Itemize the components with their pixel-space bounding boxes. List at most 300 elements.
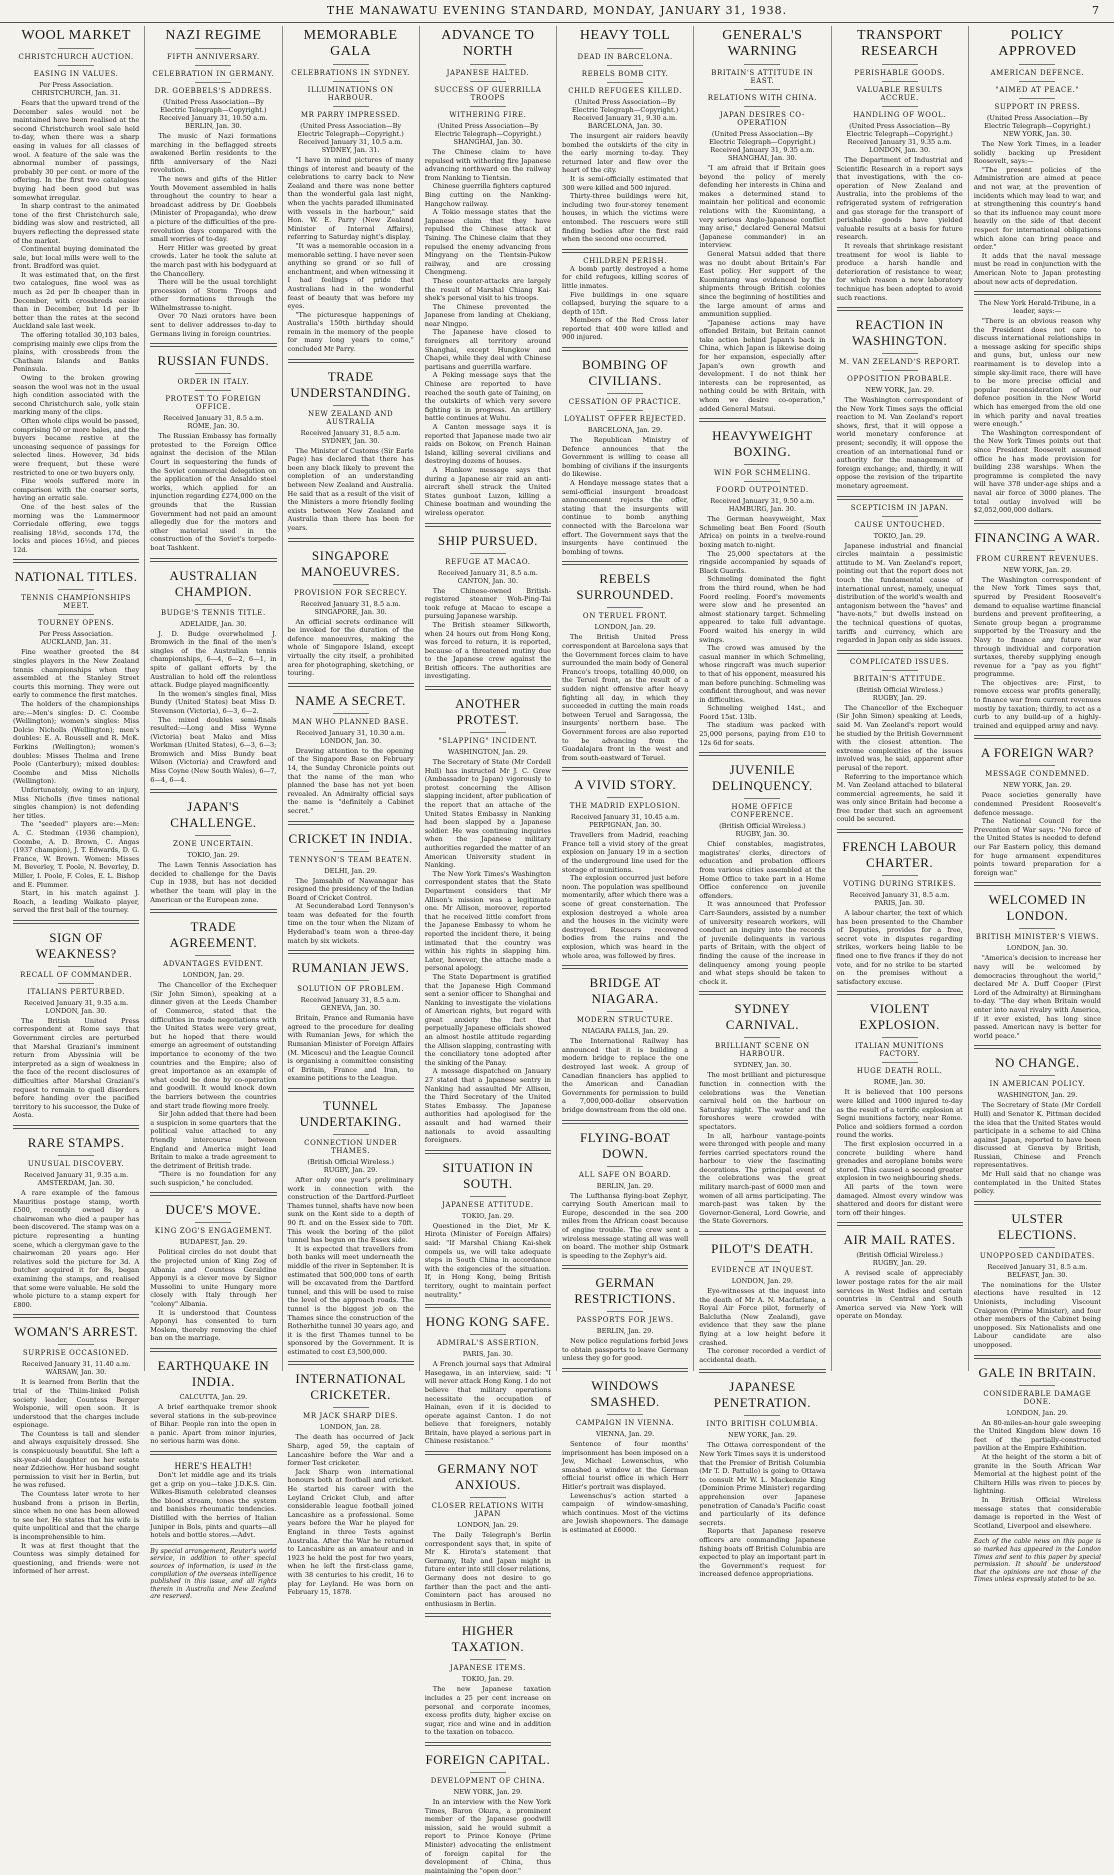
column-rule <box>974 882 1101 886</box>
paragraph: "I have in mind pictures of many things of interest and beauty of the celebrations to carry back to New Zealand and there was none better than the wonderful gala last night, when the yachts paraded illuminated with vessels in the harbour," said Hon. W. E. Parry (New Zealand Minister of Internal Affairs), referring to Saturday night's display. <box>287 156 414 242</box>
news-story <box>837 307 963 491</box>
headline: FINANCING A WAR. <box>974 529 1101 545</box>
subheading: MAN WHO PLANNED BASE. <box>292 717 409 726</box>
story-body <box>13 648 139 914</box>
column-rule <box>974 1355 1101 1359</box>
paragraph: The insurgent air raiders heavily bombed the outskirts of the city in the early morning to-day. They returned later and flew over the heart of the city. <box>562 132 689 175</box>
story-body <box>974 317 1101 515</box>
paragraph: The death has occurred of Jack Sharp, aged 59, the captain of Lancashire before the War and a former Test cricketer. <box>287 1433 414 1468</box>
dateline: (United Press Association—By Electric Telegraph—Copyright.) NEW YORK, Jan. 30. <box>984 114 1091 138</box>
dateline: NEW YORK, Jan. 29. <box>865 386 935 395</box>
paragraph: The New York Times, in a leader solidly backing up President Roosevelt, says:— <box>973 140 1101 166</box>
dateline: The New York Herald-Tribune, in a leader, says:— <box>978 299 1096 316</box>
divider <box>195 1222 231 1223</box>
news-story <box>974 1355 1101 1531</box>
subheading: ADMIRAL'S ASSERTION. <box>436 1339 540 1348</box>
subheading: JAPANESE ITEMS. <box>449 1664 526 1673</box>
news-story <box>974 735 1101 877</box>
headline: PILOT'S DEATH. <box>711 1241 814 1257</box>
dateline: NIAGARA FALLS, Jan. 29. <box>581 1027 669 1036</box>
divider <box>58 614 94 615</box>
subheading: ZONE UNCERTAIN. <box>173 840 254 849</box>
story-body <box>562 1337 688 1363</box>
headline: JUVENILE DELINQUENCY. <box>712 762 813 794</box>
story-body <box>699 1441 825 1579</box>
paragraph: The Countess is tall and slender and always exquisitely dressed. She is conspicuously beautiful. She left a six-year-old daughter on her estate near Zdziechow. Her husband sought permission to visit her in Berlin, but he was refused. <box>13 1429 140 1490</box>
dateline: Received January 31, 9.50 a.m. HAMBURG, Jan. 30. <box>710 497 815 514</box>
column-rule <box>425 523 551 527</box>
subheading: WITHERING FIRE. <box>449 111 527 119</box>
story-body <box>425 1685 551 1737</box>
divider <box>58 983 94 984</box>
paragraph: The Department of Industrial and Scientific Research in a report says that investigations, with the co-operation of New Zealand and Australia, into the problems of the refrigerated system of refrigeration and gas storage for the transport of perishable goods have yielded valuable results at a basis for future research. <box>836 156 963 242</box>
news-story <box>562 347 688 556</box>
column <box>694 26 831 1579</box>
news-story <box>288 950 414 1083</box>
paragraph: "I am afraid that if Britain goes beyond the policy of merely defending her interests in China and makes a determined stand to maintain her political and economic relations with the Kuomintang, a very serious Anglo-Japanese conflict may arise," declared General Matsui (Japanese commander) in an interview. <box>699 164 826 250</box>
headline: NAZI REGIME <box>165 28 262 43</box>
divider <box>882 1037 918 1038</box>
paragraph: One of the best sales of the morning was the Lammermoor Corriedale offering, ewe toggs realising 18½d, seconds 17d, the locks and pieces 16½d, and pieces 12d. <box>13 502 140 554</box>
dateline: PARIS, Jan. 30. <box>462 1350 513 1359</box>
story-body <box>150 1248 276 1343</box>
paragraph: Don't let middle age and its trials get a grip on you—take J.D.K.S. Gin. Wilkes-Bismuth celebrated cleanses the blood stream, tones the system and banishes rheumatic tendencies. Distilled with the berries of Italian Juniper in Bols, pints and quarts—all hotels and bottle stores.—Advt. <box>150 1470 277 1540</box>
divider <box>195 835 231 836</box>
subheading: CESSATION OF PRACTICE. <box>568 398 682 407</box>
dateline: NEW YORK, Jan. 29. <box>453 1787 523 1796</box>
news-story <box>974 291 1101 515</box>
subheading: M. VAN ZEELAND'S REPORT. <box>838 358 961 367</box>
subheading: UNOPPOSED CANDIDATES. <box>979 1251 1095 1260</box>
dateline: TOKIO, Jan. 29. <box>461 1211 514 1220</box>
paragraph: Questioned in the Diet, Mr K. Hirota (Minister of Foreign Affairs) said: "If Marshal Chiang Kai-shek compels us, we will take adequate steps in South China in accordance with the exigencies of the situation. If, in Hong Kong, being British territory, ought to maintain perfect neutrality." <box>424 1221 551 1299</box>
column-rule <box>425 1742 551 1746</box>
column-rule <box>974 291 1101 295</box>
news-story <box>425 686 551 1145</box>
headline: GERMAN RESTRICTIONS. <box>574 1275 676 1307</box>
paragraph: There will be the usual torchlight procession of Storm Troops and other formations through the Wilhelmstrasse to-night. <box>150 278 277 312</box>
story-body <box>288 747 414 816</box>
paragraph: The "seeded" players are:—Men: A. C. Stedman (1936 champion), Coombe, A. D. Brown, C. Angas (1937 champion), J. T. Edwards, D. G. France, W. Brown. Women: Misses M. Beverley, T. Poole, N. Beverley, D. Miller, I. Poole, F. Coles, E. L. Bishop and E. Plummer. <box>13 820 140 889</box>
paragraph: The Japanese have closed to foreigners all territory around Shanghai, except Hungkow and Chapei, while they deal with Chinese partisans and guerrilla warfare. <box>424 328 551 371</box>
paragraph: A French journal says that Admiral Hasegawa, in an interview, said: "I will never attack Hong Kong. I do not believe that military operations necessitate the occupation of Hainan, even if it is decided to operate against Canton. I do not believe that foreigners, notably Britain, have played a serious part in Chinese resistance." <box>424 1360 551 1446</box>
column-rule <box>699 1369 825 1373</box>
divider <box>333 81 369 82</box>
news-story <box>562 26 688 244</box>
paragraph: The New York Times's Washington correspondent states that the State Department considers that Mr Allison's mission was a legitimate one. Mr Allison, moreover, reported that he received little comfort from the Japanese Embassy to whom he reported the incident there, it being intimated that the country was within his rights in slapping him. Later, however, the attache made a personal apology. <box>424 869 551 973</box>
dateline: (British Official Wireless.) RUGBY, Jan. 29. <box>856 1251 943 1268</box>
headline: A FOREIGN WAR? <box>980 745 1094 761</box>
divider <box>195 82 231 83</box>
subheading: SCEPTICISM IN JAPAN. <box>850 503 949 512</box>
dateline: (United Press Association—By Electric Telegraph—Copyright.) SHANGHAI, Jan. 30. <box>434 122 542 146</box>
news-story <box>562 561 688 762</box>
paragraph: The Countess later wrote to her husband from a prison in Berlin, since when no one has been allowed to see her. He states that his wife is quite unpolitical and that the charge is incomprehensible to him. <box>13 1490 140 1541</box>
column-rule <box>562 249 688 253</box>
news-story <box>150 909 276 1187</box>
news-story <box>562 1265 688 1363</box>
news-story <box>562 965 688 1114</box>
subheading: ITALIAN MUNITIONS FACTORY. <box>855 1042 945 1059</box>
news-story <box>837 829 963 986</box>
divider <box>470 64 506 65</box>
dateline: (United Press Association—By Electric Telegraph—Copyright.) Received January 31, 9.35 a.m. LONDON, Jan. 30. <box>846 122 953 154</box>
paragraph: The 25,000 spectators at the ringside accompanied by squads of Black Guards. <box>699 549 826 575</box>
paragraph: "Japanese actions may have offended Britain, but Britain cannot take action behind Japan's back in China, which Japan is likewise doing for her expansion, especially after Japan's own growth and development. I do not think her interests can be represented, as nothing could be with Britain, with whom we desire co-operation," added General Matsui. <box>699 318 826 413</box>
paragraph: It is believed that 100 persons were killed and 1000 injured to-day as the result of a terrific explosion at Segni munitions factory, near Rome. Police and soldiers formed a cordon round the works. <box>836 1088 963 1140</box>
news-story <box>974 1201 1101 1350</box>
paragraph: The news and gifts of the Hitler Youth Movement assembled in halls throughout the country to hear a broadcast address by Dr. Goebbels (Minister of Propaganda), who drew a picture of the difficulties of the pre-revolution days compared with the small worries of to-day. <box>150 174 277 244</box>
news-story <box>150 1192 276 1343</box>
news-story <box>837 1222 963 1321</box>
paragraph: It adds that the naval message must be read in conjunction with the American Note to Japan protesting about new acts of depredation. <box>973 251 1101 286</box>
divider <box>1019 64 1055 65</box>
column <box>557 26 694 1534</box>
headline: HEAVYWEIGHT BOXING. <box>712 428 813 460</box>
subheading: BRITAIN'S ATTITUDE. <box>853 674 946 683</box>
paragraph: A Peking message says that the Chinese are reported to have reached the south gate of Taining, on the outskirts of which very severe fighting is in progress. An artillery battle continues at Wuhu. <box>424 371 551 423</box>
news-story <box>425 1150 551 1299</box>
story-body <box>288 877 414 946</box>
dateline: BARCELONA, Jan. 29. <box>587 426 663 435</box>
divider <box>333 851 369 852</box>
news-story <box>425 1613 551 1737</box>
story-body <box>699 840 825 986</box>
dateline: Per Press Association. CHRISTCHURCH, Jan. 31. <box>31 81 121 97</box>
column-rule <box>562 561 688 565</box>
paragraph: Over 70 Nazi orators have been sent to deliver addresses to-day to Germans living in foreign countries. <box>150 312 277 338</box>
subheading: FROM CURRENT REVENUES. <box>975 554 1099 563</box>
paragraph: Often whole clips would be passed, comprising 50 or more bales, and the buyers became restive at the unceasing sequence of passings for selected lines. However, 3d bids were frequent, but these were restricted to one or two buyers only. <box>13 416 140 477</box>
column-rule <box>13 920 139 924</box>
news-story <box>425 1742 551 1875</box>
story-body <box>288 1014 414 1083</box>
news-story <box>13 1314 139 1576</box>
column-rule <box>150 909 276 913</box>
news-story <box>288 538 414 678</box>
paragraph: In British Official Wireless message states that considerable damage is reported in the West of Scotland, Liverpool and elsewhere. <box>973 1495 1101 1530</box>
story-body <box>288 1176 414 1356</box>
paragraph: The Chinese prevented the Japanese from landing at Chekiang, near Ningpo. <box>424 302 551 328</box>
dateline: (United Press Association—By Electric Telegraph—Copyright.) Received January 31, 9.30 a.m. BARCELONA, Jan. 30. <box>571 98 679 130</box>
subheading: HANDLING OF WOOL. <box>853 111 947 119</box>
dateline: Received January 31, 8.5 a.m. ROME, Jan. 30. <box>163 414 264 431</box>
subheading: SUPPORT IN PRESS. <box>994 103 1081 111</box>
story-body <box>974 576 1101 731</box>
paragraph: A bomb partly destroyed a home for child refugees, killing scores of little inmates. <box>562 264 689 290</box>
news-story <box>837 496 963 645</box>
story-body <box>562 1192 688 1261</box>
news-story <box>13 1125 139 1309</box>
paragraph: Reports that Japanese reserve officers are commanding Japanese fishing boats off British Columbia are expected to play an important part in the Government's request for increased defence appropriations. <box>699 1527 826 1579</box>
paragraph: Fine weather greeted the 84 singles players in the New Zealand tennis championships when they assembled at the Stanley Street courts this morning. They were out early to commence the first matches. <box>13 648 140 700</box>
paragraph: The Lufthansa flying-boat Zephyr, carrying South American mail to Europe, descended in the sea 200 miles from the African coast because of engine trouble. The crew sent a wireless message stating all was well on board. The mother ship Ostmark is speeding to the Zephyr's aid. <box>562 1191 689 1260</box>
paragraph: Sir John added that there had been a suspicion in some quarters that the political value attached to any friendly intercourse between England and America might lead Britain to make a trade agreement to the detriment of British trade. <box>150 1110 277 1170</box>
news-story <box>562 1120 688 1261</box>
paragraph: Travellers from Madrid, reaching France tell a vivid story of the great explosion on January 19 in a section of the underground line used for the storage of munitions. <box>562 831 689 874</box>
column-rule <box>288 538 414 542</box>
headline: SYDNEY CARNIVAL. <box>725 1001 799 1033</box>
story-body <box>837 542 963 645</box>
headline: FRENCH LABOUR CHARTER. <box>842 839 957 871</box>
paragraph: A Hendaye message states that a semi-official insurgent broadcast announcement rejects the offer, stating that the insurgents will continue to bomb anything connected with the Barcelona war effort. The Government says that the insurgents have continued the bombing of towns. <box>562 479 689 556</box>
column <box>145 26 282 1601</box>
subheading: PASSPORTS FOR JEWS. <box>576 1316 674 1325</box>
headline: WOOL MARKET <box>21 28 131 43</box>
paragraph: "There is no foundation for any such suspicion," he concluded. <box>150 1170 277 1187</box>
dateline: DELHI, Jan. 29. <box>324 866 377 875</box>
story-body <box>150 981 276 1187</box>
column-rule <box>425 1613 551 1617</box>
paragraph: It is semi-officially estimated that 300 were killed and 500 injured. <box>562 174 689 192</box>
news-story <box>425 1304 551 1446</box>
paragraph: The Washington correspondent of the New York Times says that, spurred by President Roosevelt's demand to equalise wartime financial burdens and prevent profiteering, a Senate group began a programme supported by the Treasury and the Navy to finance any future war through individual and corporation surtaxes, thereby supplying enough revenue for a "pay as you fight" programme. <box>973 575 1101 679</box>
headline: REACTION IN WASHINGTON. <box>852 317 948 349</box>
story-body <box>837 909 963 986</box>
paragraph: The Secretary of State (Mr Cordell Hull) and Senator K. Pittman decided the idea that the United States would participate in a scheme to aid China against Japan, reported to have been discussed at Geneva by British, Russian, Chinese and French representatives. <box>973 1101 1101 1170</box>
paragraph: The Jamsahib of Nawanagar has resigned the presidency of the Indian Board of Cricket Control. <box>287 876 414 902</box>
column-rule <box>974 735 1101 739</box>
paragraph: A rare example of the famous Mauritius postage stamp, worth £500, recently owned by a chairwoman who died a pauper has been discovered. The stamp was on a picture representing a hunting scene, which a clergyman gave to the chairwoman 20 years ago. Her relatives sold the picture for 3d. A butcher acquired it for 8s, began examining the stamps, and realised that some were valuable. He sold the whole picture to a stamp expert for £800. <box>13 1189 140 1309</box>
news-story <box>288 26 414 354</box>
paragraph: An official secrets ordinance will be invoked for the duration of the defence manoeuvres, making the whole of Singapore Island, except virtually the city itself, a prohibited area for photographing, sketching, or touring. <box>287 617 414 678</box>
subheading: PROTEST TO FOREIGN OFFICE. <box>165 395 262 412</box>
paragraph: Herr Hitler was greeted by great crowds. Later he took the salute at the march past with his bodyguard at the Chancellery. <box>150 243 277 278</box>
news-story <box>13 559 139 914</box>
news-story <box>562 1368 688 1535</box>
paragraph: The objectives are: First, to remove excess war profits generally, to finance war from current revenues mostly by taxation; thirdly, to act as a curb to any build-up of a highly-trained and equipped army and navy. <box>973 678 1101 730</box>
divider <box>333 1407 369 1408</box>
subheading: ADVANTAGES EVIDENT. <box>163 960 264 969</box>
story-body <box>562 633 688 762</box>
paragraph: The stadium was packed with 25,000 persons, paying from £10 to 12s 6d for seats. <box>699 721 826 747</box>
subheading: RECALL OF COMMANDER. <box>20 970 133 979</box>
divider <box>607 1011 643 1012</box>
headline: AUSTRALIAN CHAMPION. <box>169 567 258 599</box>
paragraph: The British United Press correspondent at Rome says that Government circles are perturbed that Marshal Graziani's imminent return from Abyssinia will be interpreted as a sign of weakness in the face of the recent disclosures of difficulties after Marshal Graziani's request to remain to quell disorders before handing over the pacified territory to his successor, the Duke of Aosta. <box>13 1016 140 1120</box>
dateline: WASHINGTON, Jan. 29. <box>447 748 528 757</box>
news-story <box>150 1348 276 1446</box>
story-body <box>974 1101 1101 1196</box>
paragraph: All parts of the town were damaged. Almost every window was shattered and doors for distant were torn off their hinges. <box>836 1182 963 1217</box>
dateline: CALCUTTA, Jan. 29. <box>179 1393 248 1401</box>
paragraph: Fine wools suffered more in comparison with the coarser sorts, having an erratic sale. <box>13 477 140 503</box>
paragraph: The Chinese claim to have repulsed with withering fire Japanese advancing northward on the railway from Nanking to Tientsin. <box>424 148 551 182</box>
headline: SITUATION IN SOUTH. <box>442 1159 534 1191</box>
divider <box>744 106 780 107</box>
paragraph: Schmeling dominated the fight from the third round, when he had Foord reeling. Foord's movements were slow and he presented an almost stationary target. Schmeling appeared to take full advantage. Foord waited his energy in wild swings. <box>699 575 826 644</box>
column <box>283 26 420 1597</box>
divider <box>333 713 369 714</box>
divider <box>470 1659 506 1660</box>
subheading: UNUSUAL DISCOVERY. <box>27 1160 125 1168</box>
subheading: VALUABLE RESULTS ACCRUE. <box>856 86 943 102</box>
dateline: VIENNA, Jan. 29. <box>596 1430 655 1439</box>
advertisement <box>150 1451 276 1540</box>
paragraph: In all, harbour vantage-points were thronged with people and many ferries carried spectators round the harbour to view the fascinating decorations. The principal event of the celebrations was the great military march-past of 6000 men and women of all arms participating. The march-past was taken by the Governor-General, Lord Gowrie, and the State Governors. <box>699 1131 826 1226</box>
column-rule <box>288 821 414 825</box>
divider <box>607 410 643 411</box>
paragraph: The holders of the championships are:—Men's singles: D. C. Coombe (Wellington); women's singles: Miss Dolcie Nicholls (Wellington); men's doubles: E. A. Roussell and R. McK. Ferkins (Wellington); women's doubles: Misses Thelma and Irene Poole (Canterbury); mixed doubles: Coombe and Miss Nicholls (Wellington). <box>13 700 140 786</box>
divider <box>470 1196 506 1197</box>
column-rule <box>150 1192 276 1196</box>
divider <box>882 1062 918 1063</box>
headline: WOMAN'S ARREST. <box>14 1324 138 1340</box>
dateline: NEW YORK, Jan. 29. <box>727 1431 797 1440</box>
divider <box>744 64 780 65</box>
page-number: 7 <box>1092 4 1100 17</box>
headline: JAPANESE PENETRATION. <box>713 1379 812 1411</box>
paragraph: The new Japanese taxation includes a 25 per cent increase on personal and corporate incomes, excess profits duty, higher excise on sugar, rice and wine and in addition to the taxation on tobacco. <box>424 1685 551 1737</box>
divider <box>333 64 369 65</box>
subheading: OPPOSITION PROBABLE. <box>847 375 953 384</box>
dateline: LONDON, Jan. 29. <box>182 971 245 980</box>
divider <box>882 64 918 65</box>
column-rule <box>699 1231 825 1235</box>
divider <box>470 1772 506 1773</box>
column-rule <box>13 1314 139 1318</box>
divider <box>607 393 643 394</box>
story-body <box>837 704 963 824</box>
headline: NATIONAL TITLES. <box>14 569 138 585</box>
divider <box>607 48 643 49</box>
column-rule <box>13 1125 139 1129</box>
news-story <box>562 767 688 960</box>
divider <box>1019 81 1055 82</box>
headline: HERE'S HEALTH! <box>174 1460 253 1471</box>
headline: VIOLENT EXPLOSION. <box>859 1001 940 1033</box>
headline: A VIVID STORY. <box>574 777 677 793</box>
divider <box>470 553 506 554</box>
divider <box>470 1497 506 1498</box>
dateline: (British Official Wireless.) RUGBY, Jan. 29. <box>856 685 943 702</box>
divider <box>882 670 918 671</box>
paragraph: The crowd was amused by the casual manner in which Schmeling, whose ringcraft was much superior to that of his opponent, measured his man before punching. Schmeling was confident throughout, and was never in difficulties. <box>699 644 826 704</box>
headline: SHIP PURSUED. <box>437 532 538 548</box>
dateline: Received January 31, 8.5 a.m. PARIS, Jan. 30. <box>849 891 950 908</box>
column-rule <box>150 343 276 347</box>
dateline: (United Press Association—By Electric Telegraph—Copyright.) Received January 31, 9.35 a.m. SHANGHAI, Jan. 30. <box>709 130 816 162</box>
subheading: IN AMERICAN POLICY. <box>989 1080 1086 1089</box>
subheading: CONSIDERABLE DAMAGE DONE. <box>983 1389 1092 1406</box>
subheading: ORDER IN ITALY. <box>177 378 250 387</box>
paragraph: The Chancellor of the Exchequer (Sir John Simon) speaking at Leeds, said M. Van Zeeland's report would be studied by the British Government with the closest attention. The extreme complexities of the issues involved was, he said, apparent after perusal of the report. <box>836 703 963 772</box>
story-body <box>562 1440 688 1535</box>
paragraph: Jack Sharp won international honours both at football and cricket. He started his career with the Leyland Cricket Club, and after considerable league football joined Lancashire as a professional. Some years before the War he played for England in three Tests against Australia. After the War he returned to Lancashire as an amateur and in 1923 he held the post for two years, when he left the first-class game, with 38 centuries to his credit, 16 to play for Leyland. He was born on February 15, 1878. <box>287 1467 414 1597</box>
paragraph: A Canton message says it is reported that Japanese made two air raids on Bokow, on French Hainan Island, killing several civilians and destroying dozens of houses. <box>424 423 551 466</box>
divider <box>882 875 918 876</box>
news-story <box>699 752 825 986</box>
paragraph: Referring to the importance which M. Van Zeeland attached to bilateral commercial agreements, he said it was only since Britain had become a free trader that such an agreement could be secured. <box>836 772 963 824</box>
dateline: BERLIN, Jan. 29. <box>596 1181 654 1190</box>
subheading: BRITAIN'S ATTITUDE IN EAST. <box>711 69 814 85</box>
divider <box>333 980 369 981</box>
paragraph: The Republican Ministry of Defence announces that the Government is willing to cease all bombing of civilians if the insurgents do likewise. <box>562 436 689 479</box>
divider <box>470 106 506 107</box>
story-body <box>974 791 1101 877</box>
story-body <box>150 861 276 904</box>
paragraph: The mixed doubles semi-finals resulted:—Long and Miss Wynne (Victoria) beat Mako and Miss Workman (United States), 6—3, 6—3; Bromwich and Miss Bundy beat Wilson (Victoria) and Crawford and Miss Coyne (New South Wales), 6—7, 6—4, 6—4. <box>150 715 277 784</box>
story-body <box>699 515 825 747</box>
paragraph: "There is an obvious reason why the President does not care to discuss international relationships in a message asking for specific ships and guns, but, unless our new rearmament is to develop into a simple sky-limit race, there will have to be more precise official and popular reconsideration of our defence position in the New World which has emerged from the old one in which parity and naval treaties were enough." <box>973 317 1101 429</box>
divider <box>882 370 918 371</box>
subheading: CAMPAIGN IN VIENNA. <box>575 1419 675 1428</box>
headline: ADVANCE TO NORTH <box>441 28 535 59</box>
dateline: LONDON, Jan. 30. <box>1006 944 1069 953</box>
paragraph: The Chancellor of the Exchequer (Sir John Simon), speaking at a dinner given at the Leeds Chamber of Commerce, stated that the difficulties in trade negotiations with the United States were very great, but he hoped that there would emerge an agreement of outstanding importance to economy of the two countries and the Empire; also of great importance as an example of what could be done by co-operation and goodwill. It would knock down the barriers between the countries and start trade flowing more freely. <box>150 981 277 1110</box>
divider <box>195 48 231 49</box>
story-body <box>425 758 551 1145</box>
paragraph: A Hankow message says that during a Japanese air raid an anti-aircraft shell struck the United States gunboat Luzon, killing a Chinese boatman and wounding the wireless operator. <box>424 465 551 517</box>
column-rule <box>837 991 963 995</box>
column-rule <box>837 650 963 654</box>
subheading: EVIDENCE AT INQUEST. <box>711 1266 814 1275</box>
headline: TRADE UNDERSTANDING. <box>290 368 411 400</box>
column-rule <box>699 752 825 756</box>
column-rule <box>288 1088 414 1092</box>
subheading: SOLUTION OF PROBLEM. <box>297 985 405 994</box>
story-body <box>562 1037 688 1114</box>
subheading: REFUGE AT MACAO. <box>445 557 531 566</box>
subheading: LOYALIST OFFER REJECTED. <box>564 415 687 424</box>
news-story <box>150 26 276 338</box>
story-body <box>150 630 276 785</box>
dateline: LONDON, Jan. 29. <box>1006 1408 1069 1417</box>
paragraph: The Secretary of State (Mr Cordell Hull) has instructed Mr J. C. Grew (Ambassador to Japan) vigorously to protest concerning the Allison slapping incident, after publication of the report that an attache of the United States Embassy in Nanking had been slapped by a Japanese soldier. He was continuing inquiries when the Japanese military authorities regarded the matter of an American University student in Nanking. <box>424 758 551 870</box>
divider <box>58 966 94 967</box>
headline: SINGAPORE MANOEUVRES. <box>301 547 401 579</box>
subheading: "AIMED AT PEACE." <box>995 86 1080 94</box>
divider <box>58 1344 94 1345</box>
subheading: SURPRISE OCCASIONED. <box>22 1349 130 1358</box>
story-body <box>837 396 963 491</box>
column-rule <box>974 1201 1101 1205</box>
subheading: CONNECTION UNDER THAMES. <box>304 1139 398 1155</box>
subheading: JAPANESE ATTITUDE. <box>442 1200 534 1209</box>
dateline: TOKIO, Jan. 29. <box>461 1675 514 1684</box>
news-story <box>150 789 276 904</box>
story-body <box>837 156 963 302</box>
paragraph: Continental buying dominated the sale, but local mills were well to the front. Bradford was quiet. <box>13 245 140 271</box>
divider <box>744 464 780 465</box>
divider <box>1019 1075 1055 1076</box>
subheading: MESSAGE CONDEMNED. <box>985 770 1090 779</box>
paragraph: The Ottawa correspondent of the New York Times says it is understood that the Premier of British Columbia (Mr T. D. Pattullo) is going to Ottawa to consult Mr W. L. Mackenzie King (Dominion Prime Minister) regarding apprehension over Japanese penetration of Canada's Pacific coast and particularly of its defence secrets. <box>699 1441 826 1527</box>
story-body <box>699 164 825 413</box>
news-story <box>699 991 825 1226</box>
subheading: PERISHABLE GOODS. <box>854 69 945 77</box>
subheading: AMERICAN DEFENCE. <box>990 69 1085 77</box>
dateline: ROME, Jan. 30. <box>873 1078 926 1087</box>
columns <box>8 26 1106 1875</box>
dateline: Received January 31, 10.30 a.m. LONDON, Jan. 30. <box>296 728 405 745</box>
story-body <box>150 432 276 552</box>
divider <box>195 65 231 66</box>
headline: FLYING-BOAT DOWN. <box>580 1129 671 1161</box>
dateline: Received January 31, 8.5 a.m. SYDNEY, Jan. 30. <box>300 428 401 445</box>
news-story <box>425 523 551 682</box>
headline: POLICY APPROVED <box>998 28 1077 59</box>
headline: CRICKET IN INDIA. <box>288 830 413 846</box>
dateline: BUDAPEST, Jan. 29. <box>179 1238 248 1247</box>
divider <box>1019 928 1055 929</box>
headline: RUSSIAN FUNDS. <box>157 353 270 369</box>
dateline: TOKIO, Jan. 29. <box>873 531 926 540</box>
divider <box>195 373 231 374</box>
headline: SIGN OF WEAKNESS? <box>35 929 117 961</box>
subheading: COMPLICATED ISSUES. <box>849 657 950 666</box>
divider <box>607 607 643 608</box>
